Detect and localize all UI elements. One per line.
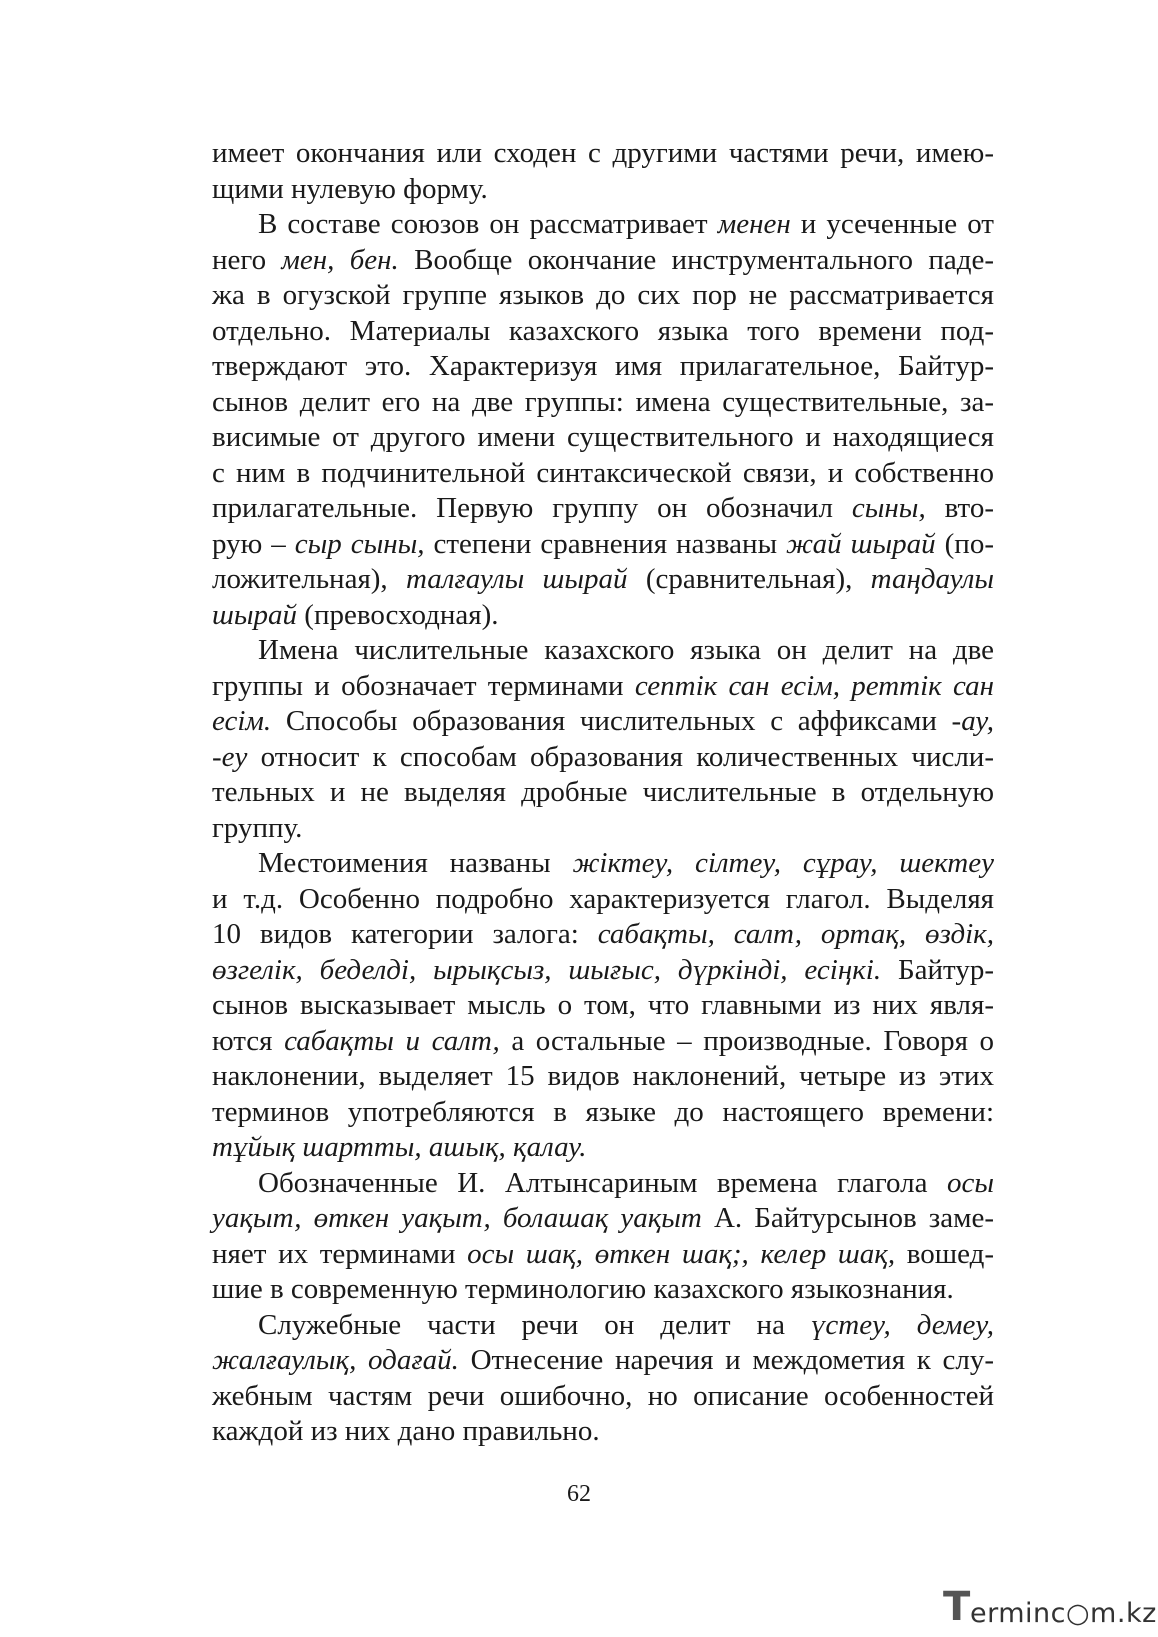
italic-term: өзгелік, беделді, ырықсыз, шығыс, дүркінді, есіңкі. — [212, 953, 882, 986]
text-run: ются — [212, 1024, 285, 1057]
text-run: шие в современную терминологию казахского языкознания. — [212, 1273, 954, 1305]
italic-term: шырай — [212, 598, 298, 631]
paragraph — [212, 846, 994, 1166]
text-line — [212, 349, 994, 385]
text-run: Отнесение наречия и междометия к слу- — [458, 1344, 994, 1376]
text-run: него — [212, 243, 282, 276]
text-line — [212, 456, 994, 492]
italic-term: осы шақ, өткен шақ;, келер шақ, — [467, 1237, 896, 1270]
text-line — [212, 1095, 994, 1131]
italic-term: жіктеу, сілтеу, сұрау, шектеу — [572, 847, 994, 879]
text-run: Имена числительные казахского языка он делит на две — [258, 634, 994, 666]
text-line — [212, 420, 994, 456]
text-line — [212, 1059, 994, 1095]
text-run: группы и обозначает терминами — [212, 669, 635, 702]
italic-term: менен — [717, 208, 791, 240]
text-line — [212, 633, 994, 669]
text-run: наклонении, выделяет 15 видов наклонений, четыре из этих — [212, 1060, 994, 1092]
text-line — [212, 1343, 994, 1379]
text-run: группу. — [212, 811, 303, 844]
text-line — [212, 172, 994, 208]
watermark-letter: T — [943, 1584, 971, 1630]
text-run: Местоимения названы — [258, 847, 573, 879]
text-line — [212, 882, 994, 918]
italic-term: осы — [946, 1166, 994, 1199]
text-line — [212, 1024, 994, 1060]
text-line — [212, 136, 994, 172]
text-run: висимые от другого имени существительного и находящиеся — [212, 421, 994, 453]
italic-term: сыр сыны, — [294, 527, 425, 560]
text-run: жебным частям речи ошибочно, но описание особенностей — [212, 1379, 994, 1412]
text-run: сынов высказывает мысль о том, что главными из них явля- — [212, 989, 994, 1021]
text-run: а остальные – производные. Говоря о — [499, 1024, 994, 1057]
paragraph — [212, 207, 994, 633]
italic-term: жалғаулық, одағай. — [212, 1344, 459, 1376]
text-line — [212, 988, 994, 1024]
italic-term: үстеу, демеу, — [810, 1308, 994, 1341]
text-line — [212, 278, 994, 314]
text-line — [212, 775, 994, 811]
italic-term: жай шырай — [786, 527, 936, 560]
italic-term: сабақты и салт, — [284, 1024, 500, 1057]
text-run: тверждают это. Характеризуя имя прилагательное, Байтур- — [212, 350, 994, 382]
italic-term: сыны, — [851, 492, 926, 524]
text-run: жа в огузской группе языков до сих пор не рассматривается — [212, 279, 994, 311]
text-line — [212, 1130, 994, 1166]
text-run: В составе союзов он рассматривает — [258, 208, 718, 240]
text-run: Способы образования числительных с аффиксами — [271, 705, 952, 737]
paragraph — [212, 1166, 994, 1308]
watermark-logo — [943, 1584, 1157, 1630]
text-run: Байтур- — [881, 953, 995, 986]
text-line — [212, 207, 994, 243]
paragraph — [212, 136, 994, 207]
text-run: рую – — [212, 527, 295, 560]
text-run: с ним в подчинительной синтаксической связи, и собственно — [212, 456, 994, 489]
text-run: прилагательные. Первую группу он обозначил — [212, 492, 852, 524]
text-line — [212, 811, 994, 847]
text-run: (сравнительная), — [627, 563, 871, 595]
page-number: 62 — [567, 1481, 591, 1507]
italic-term: уақыт, өткен уақыт, болашақ уақыт — [212, 1202, 702, 1234]
text-line — [212, 243, 994, 279]
text-line — [212, 1379, 994, 1415]
text-line — [212, 846, 994, 882]
text-run: тельных и не выделяя дробные числительные в отдельную — [212, 776, 994, 808]
text-run: Вообще окончание инструментального паде- — [398, 243, 994, 276]
text-run: Служебные части речи он делит на — [258, 1308, 811, 1341]
text-run: щими нулевую форму. — [212, 172, 488, 205]
text-line — [212, 385, 994, 421]
italic-term: таңдаулы — [870, 563, 995, 595]
text-run: Обозначенные И. Алтынсариным времена глагола — [258, 1166, 947, 1199]
text-line — [212, 1166, 994, 1202]
paragraph — [212, 1308, 994, 1450]
text-line — [212, 562, 994, 598]
italic-term: сабақты, салт, ортақ, өздік, — [597, 918, 994, 950]
text-run: относит к способам образования количественных числи- — [247, 740, 994, 773]
text-line — [212, 740, 994, 776]
text-run: вто- — [925, 492, 994, 524]
text-run: отдельно. Материалы казахского языка того времени под- — [212, 314, 994, 347]
text-run: А. Байтурсынов заме- — [701, 1202, 994, 1234]
italic-term: тұйық шартты, ашық, қалау. — [212, 1131, 587, 1163]
italic-term: есім. — [212, 705, 272, 737]
text-run: каждой из них дано правильно. — [212, 1415, 600, 1447]
text-line — [212, 704, 994, 740]
text-run: (превосходная). — [297, 598, 499, 631]
italic-term: септік сан есім, реттік сан — [634, 669, 994, 702]
text-line — [212, 527, 994, 563]
text-line — [212, 669, 994, 705]
text-run: степени сравнения названы — [424, 527, 787, 560]
text-run: ложительная), — [212, 563, 406, 595]
text-line — [212, 917, 994, 953]
text-line — [212, 953, 994, 989]
text-run: вошед- — [895, 1237, 994, 1270]
text-line — [212, 491, 994, 527]
text-run: (по- — [935, 527, 994, 560]
text-run: 10 видов категории залога: — [212, 918, 598, 950]
text-line — [212, 1201, 994, 1237]
text-run: няет их терминами — [212, 1237, 468, 1270]
italic-term: -еу — [212, 740, 248, 773]
italic-term: мен, бен. — [281, 243, 399, 276]
text-line — [212, 1414, 994, 1450]
text-line — [212, 1308, 994, 1344]
text-run: имеет окончания или сходен с другими частями речи, имею- — [212, 137, 994, 169]
italic-term: талғаулы шырай — [405, 563, 628, 595]
italic-term: -ау, — [951, 705, 994, 737]
text-run: терминов употребляются в языке до настоящего времени: — [212, 1095, 994, 1128]
watermark-text: erminc○m.kz — [970, 1598, 1157, 1629]
paragraph — [212, 633, 994, 846]
text-line — [212, 314, 994, 350]
text-line — [212, 1237, 994, 1273]
body-text — [212, 136, 994, 1450]
text-run: и т.д. Особенно подробно характеризуется глагол. Выделяя — [212, 882, 994, 915]
text-run: сынов делит его на две группы: имена существительные, за- — [212, 385, 994, 418]
text-line — [212, 598, 994, 634]
text-run: и усеченные от — [790, 208, 994, 240]
text-line — [212, 1272, 994, 1308]
